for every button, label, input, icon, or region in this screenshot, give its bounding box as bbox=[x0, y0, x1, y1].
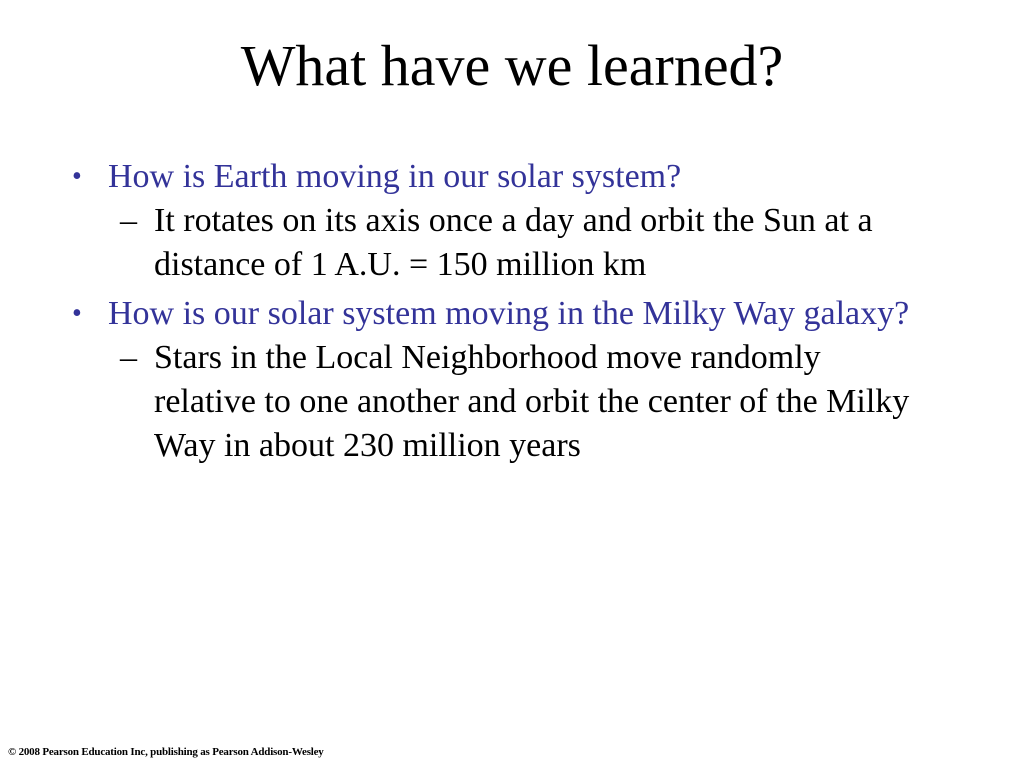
answer-item-2 bbox=[70, 336, 930, 468]
bullet-marker: • bbox=[72, 161, 82, 192]
slide-content bbox=[70, 150, 930, 472]
answer-item-1 bbox=[70, 199, 930, 287]
bullet-marker: • bbox=[72, 298, 82, 329]
question-bullet-2 bbox=[70, 291, 930, 336]
copyright-footer: © 2008 Pearson Education Inc, publishing as Pearson Addison-Wesley bbox=[8, 746, 324, 758]
answer-text: It rotates on its axis once a day and orbit the Sun at a distance of 1 A.U. = 150 million km bbox=[154, 202, 873, 283]
answer-text: Stars in the Local Neighborhood move randomly relative to one another and orbit the center of the Milky Way in about 230 million years bbox=[154, 339, 910, 464]
slide-title: What have we learned? bbox=[240, 33, 784, 98]
dash-marker: – bbox=[120, 202, 137, 239]
dash-marker: – bbox=[120, 339, 137, 376]
question-text: How is Earth moving in our solar system? bbox=[108, 158, 682, 195]
question-text: How is our solar system moving in the Milky Way galaxy? bbox=[108, 295, 910, 332]
question-bullet-1 bbox=[70, 154, 930, 199]
